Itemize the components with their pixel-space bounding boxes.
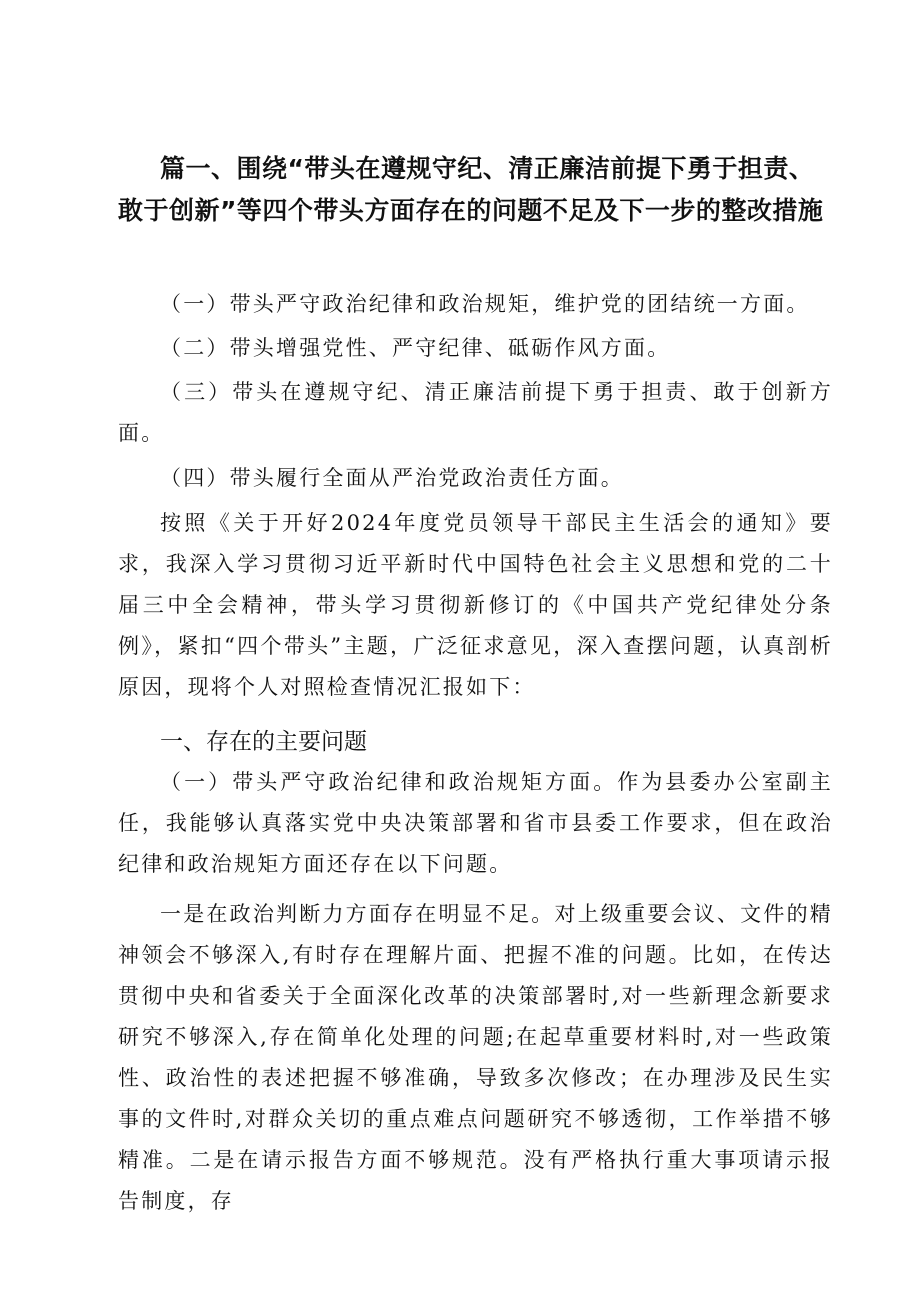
intro-paragraph: 按照《关于开好2024年度党员领导干部民主生活会的通知》要求，我深入学习贯彻习近平新时代中国特色社会主义思想和党的二十届三中全会精神，带头学习贯彻新修订的《中国共产党纪律处分条例》，紧扣“四个带头”主题，广泛征求意见，深入查摆问题，认真剖析原因，现将个人对照检查情况汇报如下： (118, 511, 833, 699)
outline-item-2: （二）带头增强党性、严守纪律、砥砺作风方面。 (160, 336, 671, 360)
outline-item-1: （一）带头严守政治纪律和政治规矩，维护党的团结统一方面。 (160, 292, 810, 316)
section-heading: 一、存在的主要问题 (160, 729, 367, 755)
body-paragraph: 一是在政治判断力方面存在明显不足。对上级重要会议、文件的精神领会不够深入,有时存在理解片面、把握不准的问题。比如，在传达贯彻中央和省委关于全面深化改革的决策部署时,对一些新理念新要求研究不够深入,存在简单化处理的问题;在起草重要材料时,对一些政策性、政治性的表述把握不够准确，导致多次修改；在办理涉及民生实事的文件时,对群众关切的重点难点问题研究不够透彻，工作举措不够精准。二是在请示报告方面不够规范。没有严格执行重大事项请示报告制度，存 (118, 902, 833, 1213)
body-paragraph: （一）带头严守政治纪律和政治规矩方面。作为县委办公室副主任，我能够认真落实党中央决策部署和省市县委工作要求，但在政治纪律和政治规矩方面还存在以下问题。 (118, 770, 833, 876)
outline-item-4: （四）带头履行全面从严治党政治责任方面。 (160, 466, 624, 490)
document-title: 篇一、围绕“带头在遵规守纪、清正廉洁前提下勇于担责、敢于创新”等四个带头方面存在的问题不足及下一步的整改措施 (118, 154, 824, 225)
outline-item-3: （三）带头在遵规守纪、清正廉洁前提下勇于担责、敢于创新方面。 (118, 380, 833, 445)
